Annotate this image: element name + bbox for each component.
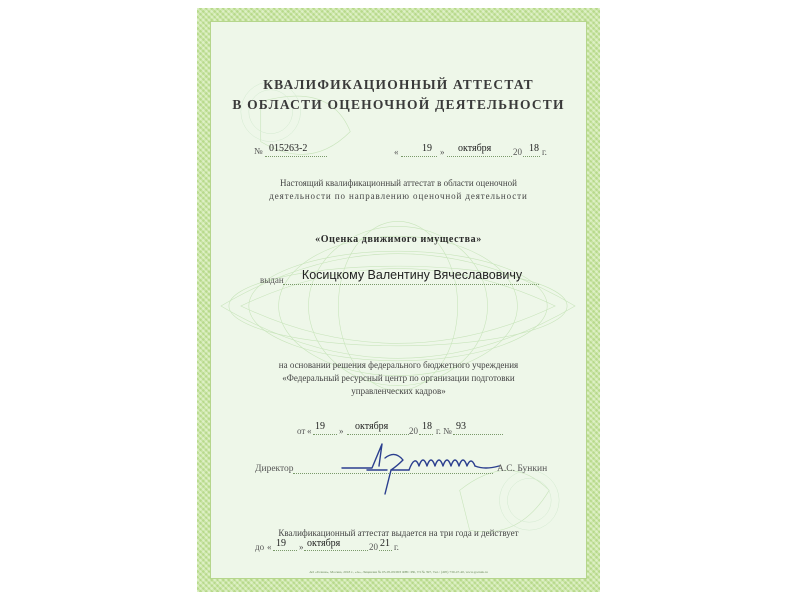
- decision-number-label: г. №: [436, 426, 452, 436]
- decision-from-label: от: [297, 426, 306, 436]
- decision-month: октября: [355, 421, 389, 432]
- number-underline: [265, 156, 327, 157]
- title-line-1: КВАЛИФИКАЦИОННЫЙ АТТЕСТАТ: [263, 77, 534, 92]
- valid-year-underline: [379, 550, 392, 551]
- intro-line-1: Настоящий квалификационный аттестат в области оценочной: [280, 178, 517, 188]
- decision-month-underline: [347, 434, 409, 435]
- decision-number: 93: [456, 421, 466, 432]
- issue-year: 18: [529, 143, 539, 154]
- printer-imprint: АО «Гознак», Москва, 2018 г., «А», Лицензия № 05-05-09/003 ФНС РФ, ТЗ № 397, Тел.: (495) 730-47-40, www.goznak.ru: [309, 570, 488, 574]
- certificate-content: [197, 8, 600, 592]
- number-label: №: [254, 146, 263, 156]
- issue-month: октября: [458, 143, 492, 154]
- certificate-number: 015263-2: [269, 143, 308, 154]
- valid-year-prefix: 20: [369, 542, 378, 552]
- direction: «Оценка движимого имущества»: [315, 234, 482, 245]
- validity-line: Квалификационный аттестат выдается на три года и действует: [278, 528, 519, 538]
- decision-year-prefix: 20: [409, 426, 418, 436]
- decision-number-underline: [453, 434, 503, 435]
- intro-line-2: деятельности по направлению оценочной деятельности: [269, 191, 528, 201]
- decision-year-underline: [419, 434, 433, 435]
- decision-close-quote: »: [339, 426, 344, 436]
- valid-day-underline: [273, 550, 297, 551]
- decision-day-underline: [313, 434, 337, 435]
- valid-month-underline: [304, 550, 368, 551]
- year-prefix: 20: [513, 147, 522, 157]
- title-line-2: В ОБЛАСТИ ОЦЕНОЧНОЙ ДЕЯТЕЛЬНОСТИ: [232, 97, 565, 112]
- year-suffix: г.: [542, 147, 547, 157]
- holder-name: Косицкому Валентину Вячеславовичу: [301, 268, 523, 282]
- issue-day: 19: [422, 143, 432, 154]
- valid-close-quote: »: [299, 542, 304, 552]
- valid-year: 21: [380, 538, 390, 549]
- basis-line-1: на основании решения федерального бюджетного учреждения: [278, 360, 519, 370]
- day-underline: [401, 156, 437, 157]
- valid-day: 19: [276, 538, 286, 549]
- certificate-sheet: [197, 8, 600, 592]
- decision-day: 19: [315, 421, 325, 432]
- year-underline: [523, 156, 540, 157]
- valid-month: октября: [307, 538, 341, 549]
- month-underline: [447, 156, 512, 157]
- decision-year: 18: [422, 421, 432, 432]
- basis-line-3: управленческих кадров»: [351, 386, 446, 396]
- date-close-quote: »: [440, 147, 445, 157]
- valid-year-suffix: г.: [394, 542, 399, 552]
- holder-underline: [283, 284, 539, 285]
- decision-open-quote: «: [307, 426, 312, 436]
- director-label: Директор: [255, 464, 294, 474]
- issued-label: выдан: [260, 275, 284, 285]
- date-open-quote: «: [394, 147, 399, 157]
- director-signature: [327, 436, 507, 496]
- basis-line-2: «Федеральный ресурсный центр по организации подготовки: [282, 373, 515, 383]
- valid-open-quote: «: [267, 542, 272, 552]
- director-name: А.С. Бункин: [497, 464, 548, 474]
- until-label: до: [255, 542, 265, 552]
